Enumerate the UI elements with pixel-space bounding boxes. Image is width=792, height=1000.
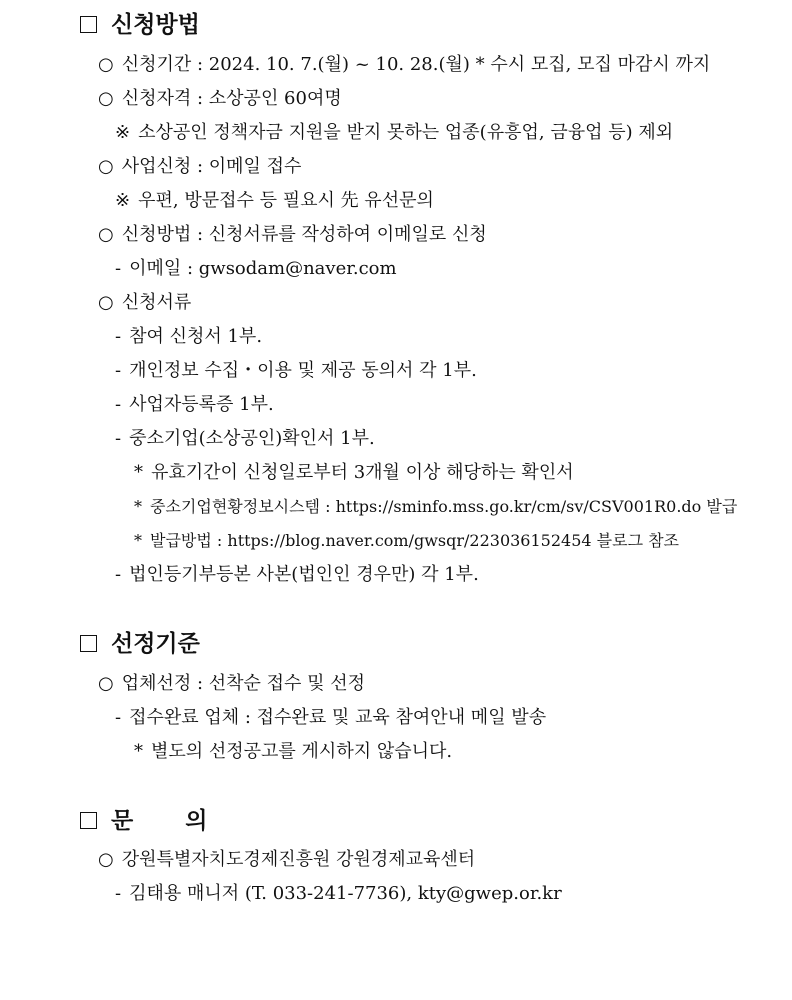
list-item (115, 359, 477, 383)
line-text: 신청자격 : 소상공인 60여명 (121, 88, 342, 109)
reference-mark-icon: ※ (115, 190, 131, 211)
section-title: 선정기준 (111, 631, 200, 657)
section-heading-application-method (80, 10, 200, 40)
list-item (115, 121, 673, 145)
circle-bullet-icon: ○ (98, 54, 114, 75)
line-text: 별도의 선정공고를 게시하지 않습니다. (151, 741, 453, 762)
list-item (115, 563, 479, 587)
list-item (134, 461, 574, 485)
line-text: 소상공인 정책자금 지원을 받지 못하는 업종(유흥업, 금융업 등) 제외 (138, 122, 674, 143)
list-item (115, 189, 434, 213)
line-text: 발급방법 : https://blog.naver.com/gwsqr/223036152454 블로그 참조 (150, 531, 680, 550)
line-text: 사업신청 : 이메일 접수 (121, 156, 302, 177)
list-item (134, 529, 679, 553)
list-item (115, 882, 562, 906)
contact-text: 김태용 매니저 (T. 033-241-7736), kty@gwep.or.kr (129, 883, 562, 904)
line-text: 업체선정 : 선착순 접수 및 선정 (121, 673, 366, 694)
circle-bullet-icon: ○ (98, 156, 114, 177)
reference-mark-icon: ※ (115, 122, 131, 143)
asterisk-bullet-icon: * (134, 462, 143, 483)
list-item (115, 393, 274, 417)
line-text: 신청기간 : 2024. 10. 7.(월) ~ 10. 28.(월) * 수시 모집, 모집 마감시 까지 (121, 54, 711, 75)
line-text: 사업자등록증 1부. (129, 394, 274, 415)
dash-bullet-icon: - (115, 707, 122, 728)
checkbox-square-icon (80, 812, 97, 829)
dash-bullet-icon: - (115, 394, 122, 415)
list-item (98, 53, 710, 77)
line-text: 중소기업현황정보시스템 : https://sminfo.mss.go.kr/cm/sv/CSV001R0.do 발급 (150, 497, 738, 516)
dash-bullet-icon: - (115, 564, 122, 585)
line-text: 강원특별자치도경제진흥원 강원경제교육센터 (121, 849, 476, 870)
section-title: 신청방법 (111, 12, 200, 38)
line-text: 개인정보 수집・이용 및 제공 동의서 각 1부. (129, 360, 477, 381)
asterisk-bullet-icon: * (134, 497, 142, 516)
section-title-char-2: 의 (185, 808, 208, 834)
dash-bullet-icon: - (115, 258, 122, 279)
dash-bullet-icon: - (115, 326, 122, 347)
checkbox-square-icon (80, 635, 97, 652)
section-heading-inquiry (80, 806, 207, 836)
list-item (98, 848, 475, 872)
section-heading-selection-criteria (80, 629, 200, 659)
line-text: 중소기업(소상공인)확인서 1부. (129, 428, 375, 449)
line-text: 접수완료 업체 : 접수완료 및 교육 참여안내 메일 발송 (129, 707, 547, 728)
list-item (98, 155, 301, 179)
asterisk-bullet-icon: * (134, 531, 142, 550)
circle-bullet-icon: ○ (98, 292, 114, 313)
list-item (115, 427, 375, 451)
list-item (134, 495, 737, 519)
list-item (115, 706, 546, 730)
list-item (98, 223, 487, 247)
circle-bullet-icon: ○ (98, 224, 114, 245)
dash-bullet-icon: - (115, 883, 122, 904)
email-text: 이메일 : gwsodam@naver.com (129, 258, 397, 279)
dash-bullet-icon: - (115, 428, 122, 449)
asterisk-bullet-icon: * (134, 741, 143, 762)
circle-bullet-icon: ○ (98, 88, 114, 109)
circle-bullet-icon: ○ (98, 673, 114, 694)
line-text: 유효기간이 신청일로부터 3개월 이상 해당하는 확인서 (151, 462, 574, 483)
dash-bullet-icon: - (115, 360, 122, 381)
list-item (98, 291, 191, 315)
list-item (98, 672, 365, 696)
line-text: 법인등기부등본 사본(법인인 경우만) 각 1부. (129, 564, 479, 585)
list-item (115, 325, 262, 349)
line-text: 참여 신청서 1부. (129, 326, 263, 347)
list-item (134, 740, 452, 764)
line-text: 신청서류 (121, 292, 192, 313)
line-text: 신청방법 : 신청서류를 작성하여 이메일로 신청 (121, 224, 487, 245)
circle-bullet-icon: ○ (98, 849, 114, 870)
checkbox-square-icon (80, 16, 97, 33)
section-title-char-1: 문 (111, 808, 134, 834)
list-item (115, 257, 397, 281)
list-item (98, 87, 342, 111)
line-text: 우편, 방문접수 등 필요시 先 유선문의 (138, 190, 434, 211)
